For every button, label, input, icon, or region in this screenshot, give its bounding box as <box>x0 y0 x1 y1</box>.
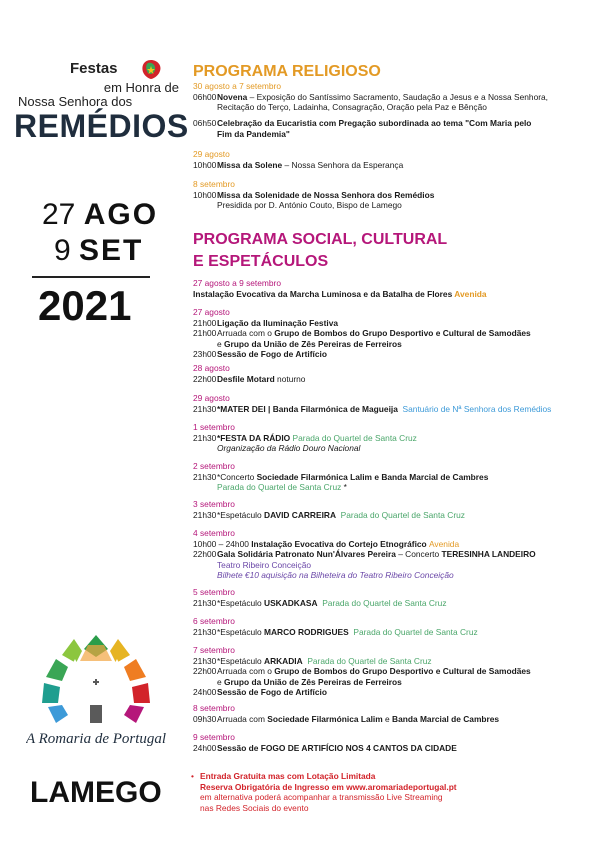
start-month: AGO <box>83 198 159 231</box>
bullet-icon: • <box>191 771 194 781</box>
event-line: 23h00Sessão de Fogo de Artifício <box>193 349 327 360</box>
romaria-de-portugal-logo <box>26 625 166 755</box>
social-heading <box>193 229 447 273</box>
event-line-cont: Recitação do Terço, Ladainha, Consagração, Oração pela Paz e Bênção <box>217 102 487 113</box>
footer-line-4: nas Redes Sociais do evento <box>200 802 309 813</box>
footer-line-3: em alternativa poderá acompanhar a transmissão Live Streaming <box>200 792 443 803</box>
footer-line-1: Entrada Gratuita mas com Lotação Limitada <box>200 771 376 781</box>
event-line: 10h00Missa da Solenidade de Nossa Senhora dos Remédios <box>193 189 435 200</box>
event-line: Instalação Evocativa da Marcha Luminosa e da Batalha de Flores Avenida <box>193 288 487 299</box>
end-month: SET <box>79 234 144 267</box>
social-block-2 <box>193 307 593 360</box>
social-block-8 <box>193 528 593 581</box>
event-date: 8 setembro <box>193 179 235 189</box>
event-line: 22h00Arruada com o Grupo de Bombos do Grupo Desportivo e Cultural de Samodães <box>193 666 531 677</box>
event-date: 29 agosto <box>193 149 230 159</box>
event-line: 22h00Desfile Motard noturno <box>193 373 306 384</box>
religioso-block-4 <box>193 179 593 211</box>
event-line-cont: Parada do Quartel de Santa Cruz * <box>217 482 347 493</box>
social-block-13 <box>193 732 593 753</box>
event-line: 06h00Novena – Exposição do Santíssimo Sacramento, Saudação a Jesus e a Nossa Senhora, <box>193 91 549 102</box>
event-line: 21h00Arruada com o Grupo de Bombos do Grupo Desportivo e Cultural de Samodães <box>193 328 531 339</box>
event-line: 09h30Arruada com Sociedade Filarmónica Lalim e Banda Marcial de Cambres <box>193 713 500 724</box>
event-line-cont: Presidida por D. António Couto, Bispo de Lamego <box>217 200 402 211</box>
religioso-heading: PROGRAMA RELIGIOSO <box>193 63 381 80</box>
left-column <box>0 0 189 849</box>
event-line: 06h50Celebração da Eucaristia com Pregação subordinada ao tema "Com Maria pelo <box>193 118 532 128</box>
footer-line-2: Reserva Obrigatória de Ingresso em www.aromariadeportugal.pt <box>200 781 457 792</box>
event-date: 28 agosto <box>193 363 230 373</box>
social-block-3 <box>193 363 593 384</box>
romaria-logo-text: A Romaria de Portugal <box>26 731 166 747</box>
event-date: 30 agosto a 7 setembro <box>193 81 281 91</box>
social-block-9 <box>193 587 593 608</box>
event-line-cont: e Grupo da União de Zês Pereiras de Ferreiros <box>217 338 402 349</box>
event-date: 1 setembro <box>193 422 235 432</box>
social-block-1 <box>193 278 593 299</box>
nossa-senhora-text: Nossa Senhora dos <box>18 94 133 109</box>
event-ticket-info: Bilhete €10 aquisição na Bilheteira do Teatro Ribeiro Conceição <box>217 570 454 581</box>
event-line: 21h30*Espetáculo MARCO RODRIGUES Parada do Quartel de Santa Cruz <box>193 626 478 637</box>
event-line: 24h00Sessão de FOGO DE ARTIFÍCIO NOS 4 CANTOS DA CIDADE <box>193 742 457 753</box>
event-date: 7 setembro <box>193 645 235 655</box>
divider <box>32 276 150 278</box>
event-line: 21h30*Espetáculo DAVID CARREIRA Parada do Quartel de Santa Cruz <box>193 509 465 520</box>
start-day: 27 <box>42 198 76 231</box>
religioso-block-3 <box>193 149 593 170</box>
event-line: 10h00Missa da Solene – Nossa Senhora da Esperança <box>193 159 404 170</box>
event-date: 29 agosto <box>193 393 230 403</box>
event-date: 3 setembro <box>193 499 235 509</box>
event-location: Teatro Ribeiro Conceição <box>217 559 312 570</box>
religioso-block-2 <box>193 118 593 139</box>
event-line: 22h00Gala Solidária Patronato Nun'Álvares Pereira – Concerto TERESINHA LANDEIRO <box>193 549 536 560</box>
event-date: 8 setembro <box>193 703 235 713</box>
end-day: 9 <box>54 234 71 267</box>
event-line-cont: e Grupo da União de Zês Pereiras de Ferreiros <box>217 676 402 687</box>
event-line: 21h30*Espetáculo ARKADIA Parada do Quartel de Santa Cruz <box>193 655 432 666</box>
event-line: 21h00Ligação da Iluminação Festiva <box>193 317 339 328</box>
festas-title: Festas <box>70 60 118 77</box>
social-heading-line2: E ESPETÁCULOS <box>193 253 329 270</box>
social-block-5 <box>193 422 593 454</box>
year: 2021 <box>38 282 132 329</box>
social-block-11 <box>193 645 593 698</box>
festas-logo-icon <box>138 56 164 82</box>
event-date: 4 setembro <box>193 528 235 538</box>
em-honra-text: em Honra de <box>103 80 179 95</box>
event-line-cont: Fim da Pandemia" <box>217 128 290 139</box>
remedios-title: REMÉDIOS <box>14 108 189 144</box>
city-name: LAMEGO <box>30 776 162 809</box>
event-line: 21h30*MATER DEI | Banda Filarmónica de Magueija Santuário de Nª Senhora dos Remédios <box>193 403 552 414</box>
start-date <box>42 198 158 232</box>
social-heading-line1: PROGRAMA SOCIAL, CULTURAL <box>193 231 448 248</box>
event-date: 2 setembro <box>193 461 235 471</box>
event-line: 21h30*Concerto Sociedade Filarmónica Lalim e Banda Marcial de Cambres <box>193 471 489 482</box>
social-block-6 <box>193 461 593 493</box>
event-line: 10h00 – 24h00 Instalação Evocativa do Cortejo Etnográfico Avenida <box>193 538 460 549</box>
end-date <box>54 234 143 268</box>
social-block-4 <box>193 393 593 414</box>
event-line-cont: Organização da Rádio Douro Nacional <box>217 443 361 454</box>
event-date: 27 agosto <box>193 307 230 317</box>
footer-notice <box>191 771 457 813</box>
right-column <box>193 0 593 849</box>
event-line: 21h30*Espetáculo USKADKASA Parada do Quartel de Santa Cruz <box>193 597 447 608</box>
social-block-12 <box>193 703 593 724</box>
social-block-7 <box>193 499 593 520</box>
event-date: 27 agosto a 9 setembro <box>193 278 281 288</box>
event-line: 24h00Sessão de Fogo de Artifício <box>193 687 327 698</box>
event-line: 21h30*FESTA DA RÁDIO Parada do Quartel de Santa Cruz <box>193 432 417 443</box>
event-date: 5 setembro <box>193 587 235 597</box>
religioso-block-1 <box>193 81 593 113</box>
event-date: 6 setembro <box>193 616 235 626</box>
event-date: 9 setembro <box>193 732 235 742</box>
social-block-10 <box>193 616 593 637</box>
